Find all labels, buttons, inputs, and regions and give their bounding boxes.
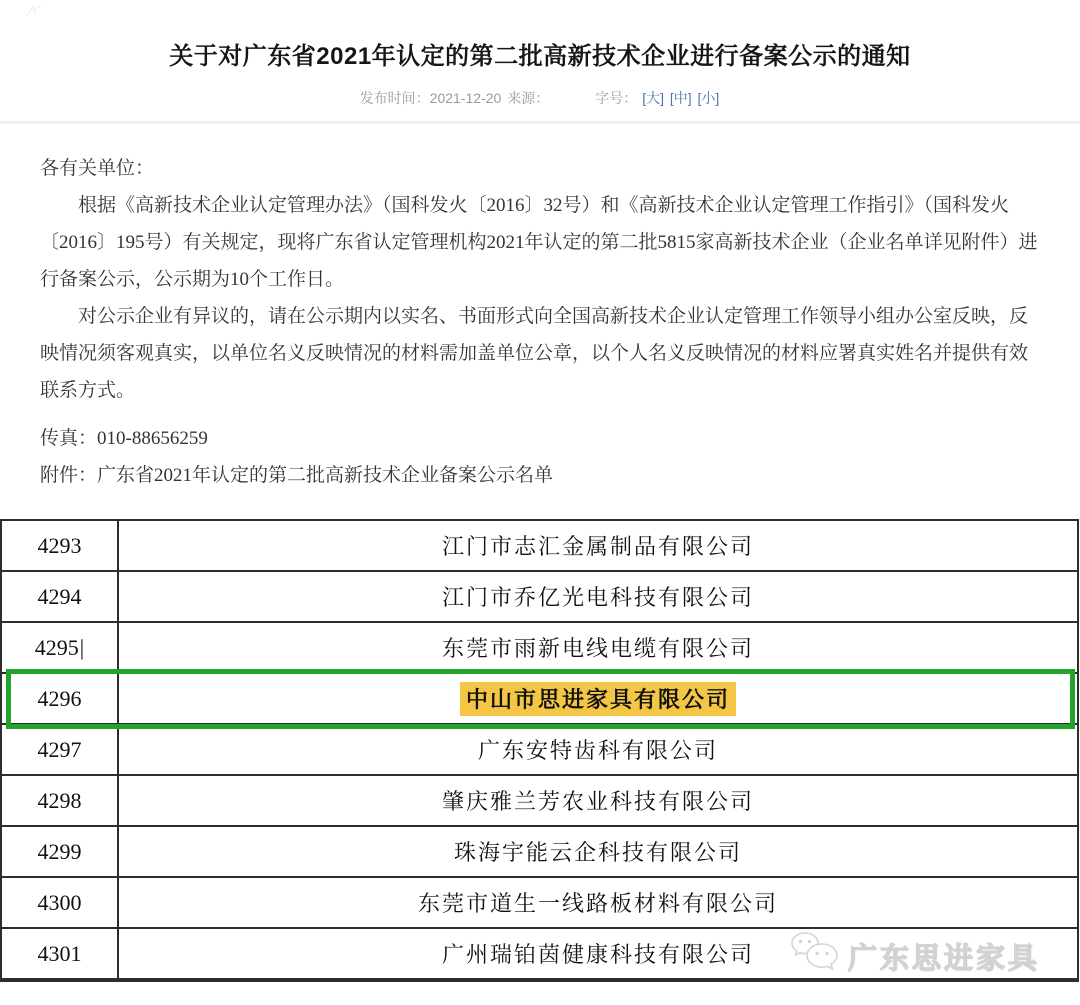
corner-mark: [26, 4, 42, 17]
company-name-cell: 广州瑞铂茵健康科技有限公司: [441, 942, 754, 967]
watermark-text: 广东思进家具: [847, 943, 1040, 975]
fontsize-small-link[interactable]: [小]: [697, 90, 720, 106]
paragraph-objection: 对公示企业有异议的，请在公示期内以实名、书面形式向全国高新技术企业认定管理工作领导小组办公室反映，反映情况须客观真实，以单位名义反映情况的材料需加盖单位公章，以个人名义反映情况的材料应署真实姓名并提供有效联系方式。: [40, 306, 1029, 401]
row-number-cell: 4297: [2, 725, 119, 774]
row-number-cell: 4298: [2, 776, 119, 825]
company-name-cell: 广东安特齿科有限公司: [477, 738, 718, 763]
table-row-highlighted: [2, 674, 1077, 725]
row-number-cell: 4300: [2, 878, 119, 927]
row-number-cell: 4294: [2, 572, 119, 621]
fax-label: 传真：: [40, 428, 98, 449]
row-number-cell: 4299: [2, 827, 119, 876]
company-name-cell: 江门市乔亿光电科技有限公司: [441, 585, 754, 610]
attachment-line: [40, 457, 1042, 494]
text-cursor: |: [79, 634, 85, 660]
notice-header: [0, 0, 1080, 124]
fontsize-large-link[interactable]: [大]: [642, 90, 664, 106]
publish-time-label: 发布时间：: [359, 90, 430, 106]
table-row: [2, 521, 1077, 572]
table-row: [2, 572, 1077, 623]
fax-line: [40, 420, 1042, 457]
page-title: 关于对广东省2021年认定的第二批高新技术企业进行备案公示的通知: [169, 43, 911, 70]
row-number-cell: 4296: [2, 674, 119, 723]
source-label: 来源：: [507, 90, 550, 106]
company-name-cell: 珠海宇能云企科技有限公司: [453, 840, 742, 865]
wechat-icon: [788, 929, 842, 984]
row-number-cell: 4293: [2, 521, 119, 570]
table-row: [2, 878, 1077, 929]
table-row: [2, 827, 1077, 878]
watermark: [788, 929, 1040, 984]
fontsize-label: 字号：: [595, 90, 638, 106]
company-name-cell: 肇庆雅兰芳农业科技有限公司: [441, 789, 754, 814]
highlighted-company-name: 中山市思进家具有限公司: [460, 682, 736, 716]
table-row: [2, 776, 1077, 827]
fax-number: 010-88656259: [97, 428, 208, 449]
meta-line: [0, 88, 1080, 108]
row-number-cell: 4301: [2, 929, 119, 978]
company-name-cell: 江门市志汇金属制品有限公司: [441, 534, 754, 559]
company-name-cell: [119, 674, 1077, 723]
table-row: [2, 725, 1077, 776]
company-name-cell: 东莞市雨新电线电缆有限公司: [441, 636, 754, 661]
salutation: 各有关单位：: [40, 158, 155, 179]
enterprise-list-table: [0, 519, 1079, 982]
row-number-cell: 4295 |: [2, 623, 119, 672]
table-row: [2, 623, 1077, 674]
notice-body: [0, 124, 1080, 494]
attachment-link[interactable]: 广东省2021年认定的第二批高新技术企业备案公示名单: [97, 465, 554, 486]
paragraph-basis: 根据《高新技术企业认定管理办法》（国科发火〔2016〕32号）和《高新技术企业认定管理工作指引》（国科发火〔2016〕195号）有关规定，现将广东省认定管理机构2021年认定的第二批5815家高新技术企业（企业名单详见附件）进行备案公示，公示期为10个工作日。: [40, 195, 1038, 290]
publish-date: 2021-12-20: [429, 90, 502, 106]
fontsize-medium-link[interactable]: [中]: [669, 90, 692, 106]
attachment-label: 附件：: [40, 465, 98, 486]
company-name-cell: 东莞市道生一线路板材料有限公司: [417, 891, 778, 916]
